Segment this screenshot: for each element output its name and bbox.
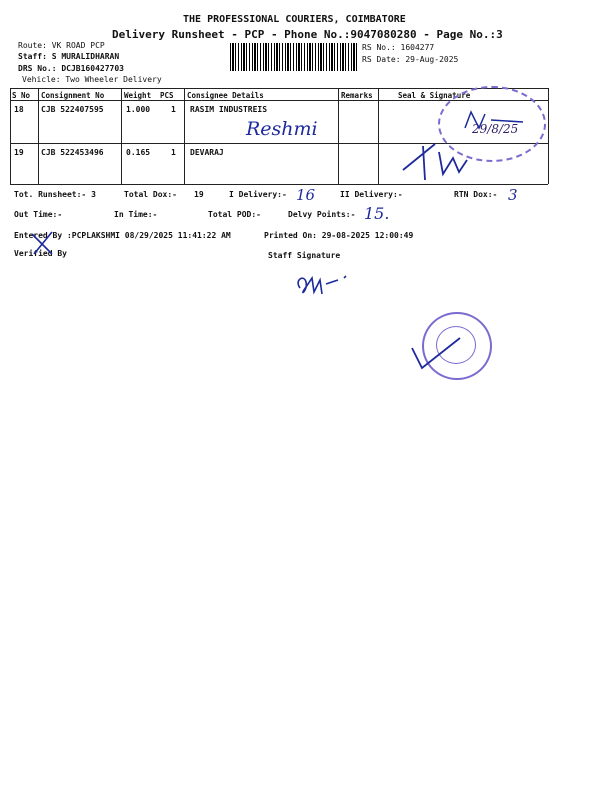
rs-number: RS No.: 1604277 [362,43,435,52]
barcode [230,43,358,71]
table-row-weight: 0.165 [126,148,151,157]
vehicle-label: Vehicle: Two Wheeler Delivery [22,75,162,84]
table-row-sno: 19 [14,148,24,157]
rtn-dox-label: RTN Dox:- [454,190,498,199]
delvy-points-handwritten: 15. [364,204,390,223]
col-weight: Weight [124,91,152,100]
delivery-scribble-signature [395,108,545,186]
recipient-signature: Reshmi [246,118,318,140]
verified-x-mark [28,228,58,258]
table-row-weight: 1.000 [126,105,151,114]
table-row-sno: 18 [14,105,24,114]
i-delivery-handwritten: 16 [296,186,316,204]
drs-number: DRS No.: DCJB160427703 [18,64,124,73]
col-consignee: Consignee Details [187,91,264,100]
staff-signature-label: Staff Signature [268,251,341,260]
in-time-label: In Time:- [114,210,158,219]
table-top-rule [10,88,548,89]
table-row-consignment: CJB 522453496 [41,148,104,157]
seal-date: 29/8/25 [472,122,519,136]
route-label: Route: VK ROAD PCP [18,41,105,50]
printed-on: Printed On: 29-08-2025 12:00:49 [264,231,414,240]
tot-runsheet: Tot. Runsheet:- 3 [14,190,96,199]
col-pcs: PCS [160,91,174,100]
company-name: THE PROFESSIONAL COURIERS, COIMBATORE [183,14,406,25]
out-time-label: Out Time:- [14,210,63,219]
rtn-dox-handwritten: 3 [508,186,518,204]
checkmark-signature [406,334,466,374]
col-consignment: Consignment No [41,91,105,100]
table-row-pcs: 1 [171,148,176,157]
rs-date: RS Date: 29-Aug-2025 [362,55,459,64]
table-row-consignment: CJB 522407595 [41,105,104,114]
entered-by: Entered By :PCPLAKSHMI 08/29/2025 11:41:22 AM [14,231,231,240]
staff-label: Staff: S MURALIDHARAN [18,52,120,61]
verified-by-label: Verified By [14,249,67,258]
table-row-pcs: 1 [171,105,176,114]
runsheet-title: Delivery Runsheet - PCP - Phone No.:9047080280 - Page No.:3 [112,28,503,41]
table-row-consignee: DEVARAJ [190,148,224,157]
staff-signature-scribble [290,266,360,302]
total-dox-label: Total Dox:- [124,190,177,199]
total-pod-label: Total POD:- [208,210,261,219]
ii-delivery-label: II Delivery:- [340,190,403,199]
table-row-consignee: RASIM INDUSTREIS [190,105,268,114]
col-sno: S No [12,91,31,100]
col-remarks: Remarks [341,91,373,100]
delvy-points-label: Delvy Points:- [288,210,356,219]
i-delivery-label: I Delivery:- [229,190,287,199]
col-seal: Seal & Signature [398,91,471,100]
total-dox-value: 19 [194,190,204,199]
